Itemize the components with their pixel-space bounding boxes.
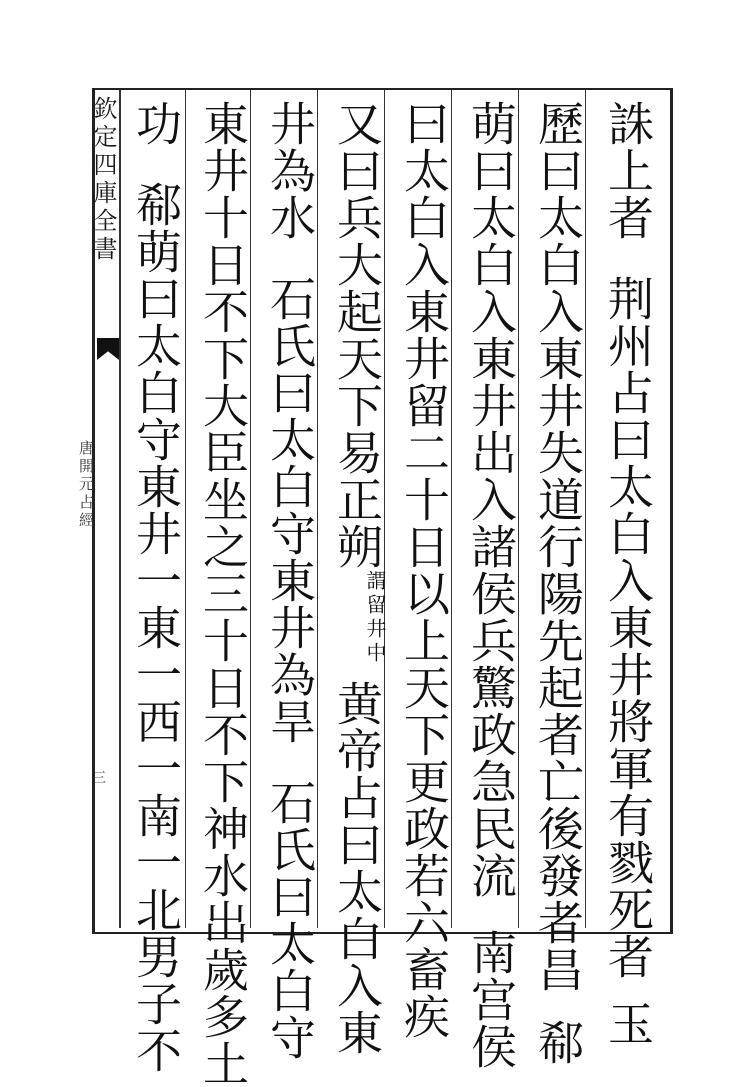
column-text-cont: 石氏曰太白守東井為旱 (263, 275, 317, 745)
column-text: 歷曰太白入東井失道行陽先起者亡後發者昌 (531, 100, 585, 993)
text-column-3 (461, 100, 521, 1070)
text-column-2 (528, 100, 588, 1066)
column-text-cont: 荆州占曰太白入東井將軍有戮死者 (601, 275, 655, 980)
column-text-tail: 石氏曰太白守 (263, 779, 317, 1061)
page-number: 三 (90, 770, 106, 784)
text-column-5 (327, 100, 387, 1056)
column-text: 萌曰太白入東井出入諸侯兵驚政急民流 (464, 100, 518, 899)
side-caption: 唐開元占經 (77, 440, 95, 530)
text-column-1 (598, 100, 658, 1047)
text-column-4 (394, 100, 454, 1040)
column-text-tail: 南宫侯 (464, 929, 518, 1070)
interlinear-note: 謂留井中 (363, 570, 387, 666)
column-text: 東井十日不下大臣坐之三十日不下神水出歲多土 (196, 100, 250, 1087)
banner-rule (119, 90, 121, 928)
column-text: 又曰兵大起天下易正朔 (330, 100, 384, 570)
fish-tail-mark (97, 338, 119, 360)
column-text-cont: 黄帝占曰太白入東 (330, 680, 384, 1056)
column-text: 井為水 (263, 100, 317, 241)
text-column-8 (126, 100, 186, 1074)
column-text: 功 (129, 100, 183, 147)
column-text-cont: 郗萌曰太白守東井一東一西一南一北男子不 (129, 181, 183, 1074)
banner-column (89, 90, 121, 928)
text-column-7 (193, 100, 253, 1087)
column-text: 誅上者 (601, 100, 655, 241)
text-column-6 (260, 100, 320, 1061)
column-text-tail: 玉 (601, 1000, 655, 1047)
column-text-tail: 郗 (531, 1019, 585, 1066)
banner-title: 欽定四庫全書 (89, 96, 117, 264)
column-text: 曰太白入東井留二十日以上天下更政若六畜疾 (397, 100, 451, 1040)
